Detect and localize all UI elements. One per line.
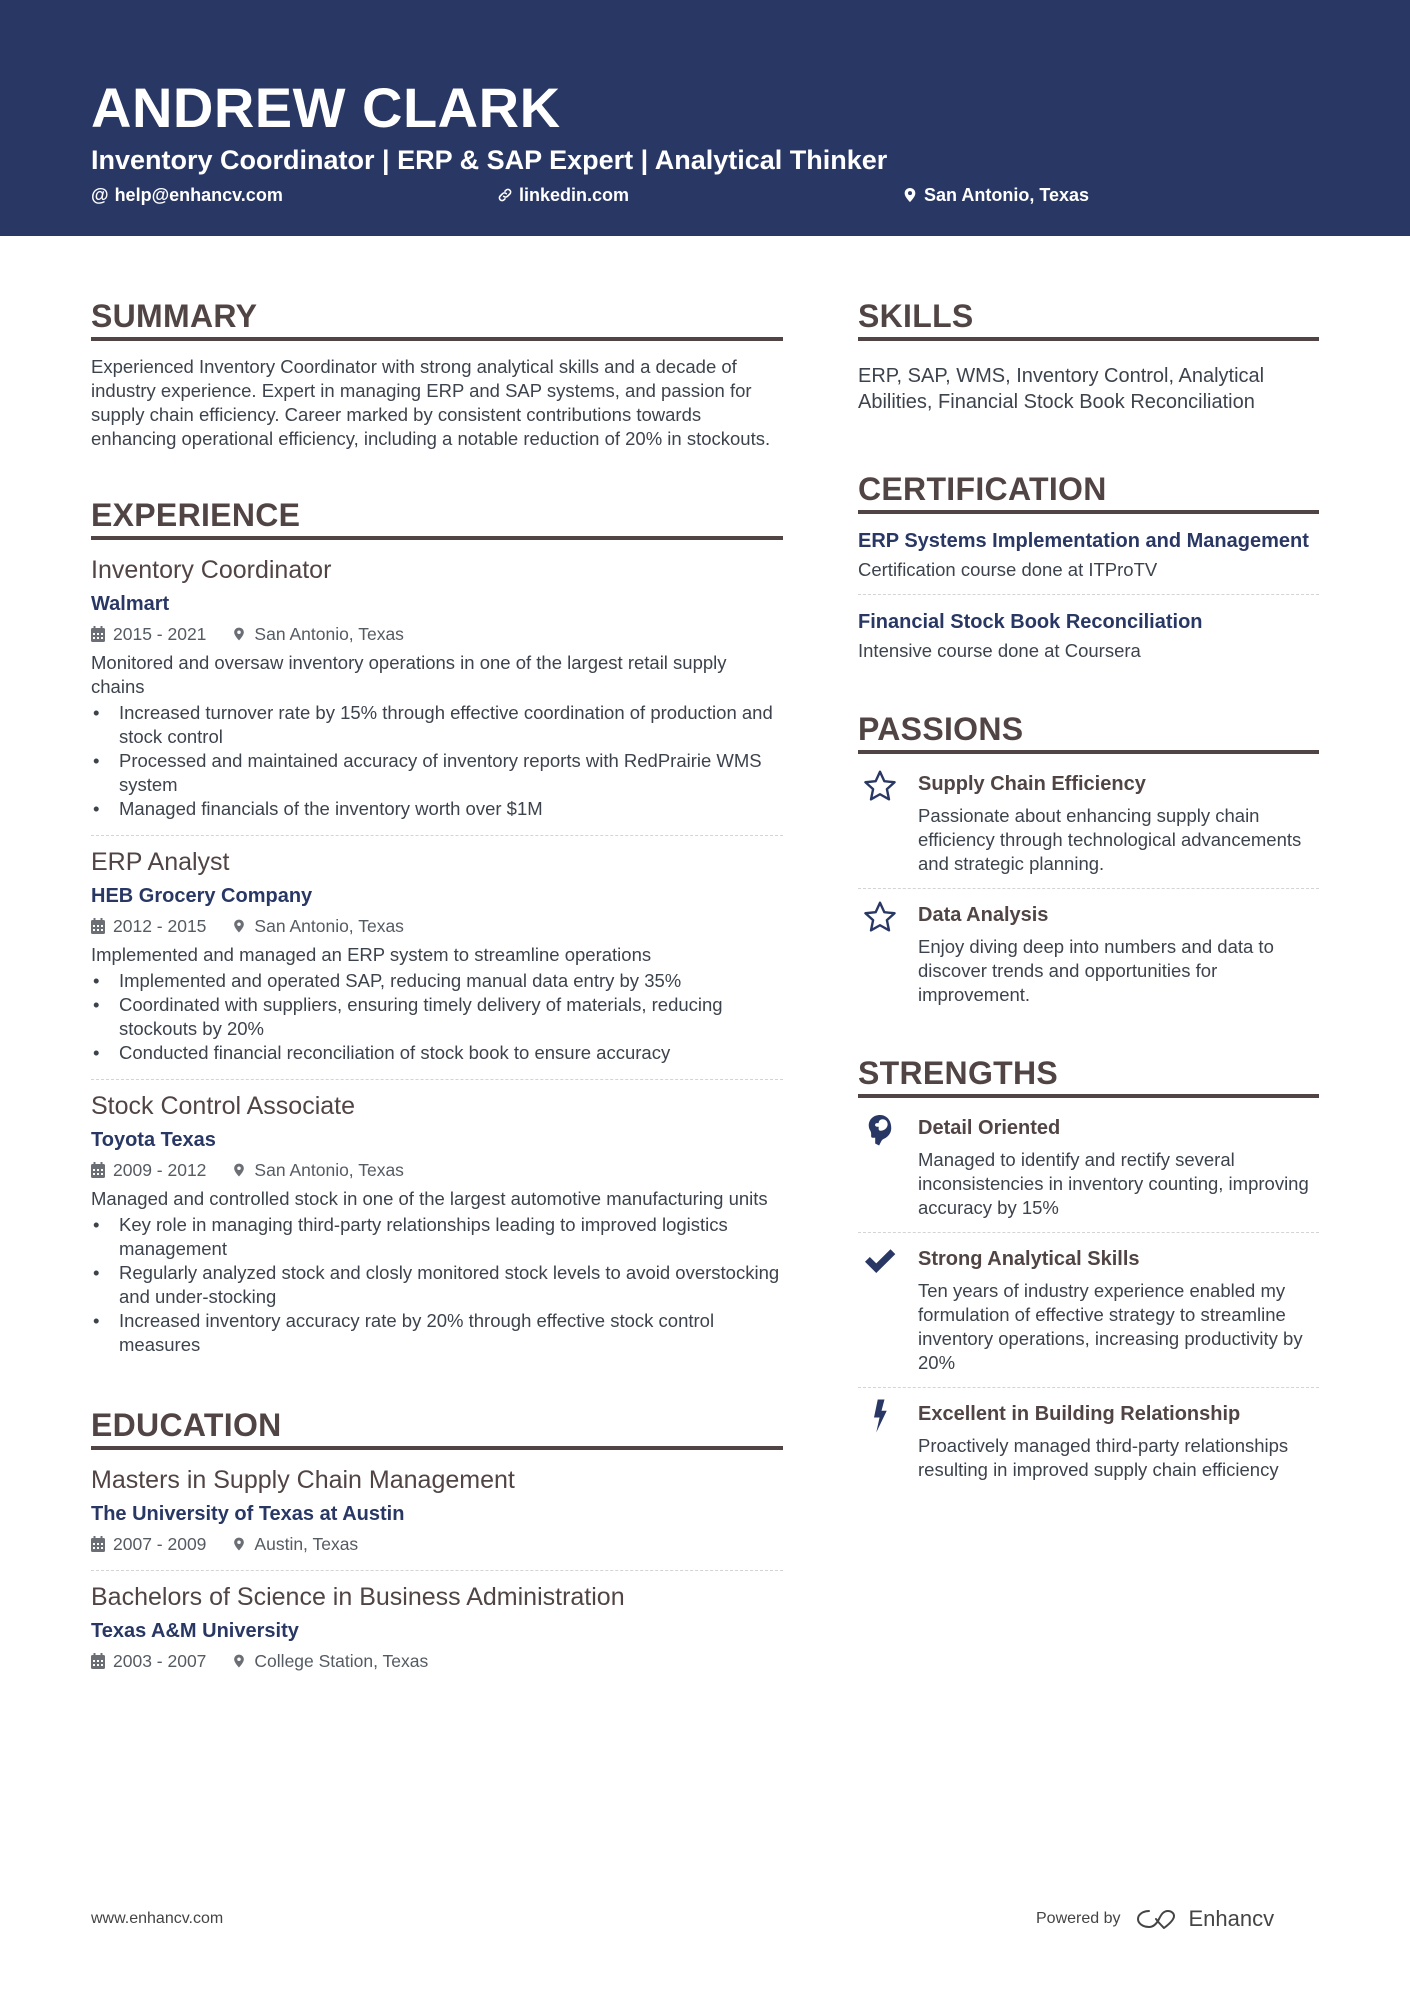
- section-title-summary: SUMMARY: [91, 298, 258, 334]
- strengths-section: [858, 1053, 1319, 1482]
- passions-section: [858, 709, 1319, 1007]
- education-item: [91, 1464, 783, 1566]
- brain-head-icon: [862, 1112, 898, 1148]
- calendar-icon: [91, 1162, 105, 1178]
- contact-location: [902, 183, 1089, 207]
- job-bullet: • Key role in managing third-party relationships leading to improved logistics management: [91, 1213, 783, 1261]
- education-meta: [91, 1649, 783, 1673]
- section-title-skills: SKILLS: [858, 298, 974, 334]
- link-icon: [497, 187, 513, 203]
- job-dates: 2015 - 2021: [113, 624, 207, 644]
- company-name: HEB Grocery Company: [91, 885, 313, 907]
- star-icon: [862, 768, 898, 804]
- job-bullet: • Processed and maintained accuracy of inventory reports with RedPrairie WMS system: [91, 749, 783, 797]
- education-location: College Station, Texas: [254, 1651, 429, 1671]
- lightning-icon: [862, 1398, 898, 1434]
- passion-item: [858, 764, 1319, 876]
- calendar-icon: [91, 1653, 105, 1669]
- strength-item: [858, 1108, 1319, 1220]
- enhancv-logo: [1135, 1906, 1275, 1932]
- skills-text: ERP, SAP, WMS, Inventory Control, Analytical Abilities, Financial Stock Book Reconciliation: [858, 365, 1265, 413]
- education-section: [91, 1405, 783, 1683]
- certification-item: [858, 528, 1319, 582]
- job-description: Implemented and managed an ERP system to streamline operations: [91, 944, 652, 965]
- map-pin-icon: [232, 626, 246, 642]
- job-meta: [91, 914, 783, 938]
- job-bullet: • Implemented and operated SAP, reducing manual data entry by 35%: [91, 969, 783, 993]
- passion-title: Supply Chain Efficiency: [918, 773, 1146, 795]
- certification-description: Intensive course done at Coursera: [858, 640, 1141, 661]
- strength-title: Excellent in Building Relationship: [918, 1403, 1241, 1425]
- job-title: Stock Control Associate: [91, 1092, 356, 1120]
- at-icon: @: [91, 185, 109, 205]
- checkmark-icon: [862, 1243, 898, 1279]
- experience-item: [91, 1090, 783, 1367]
- item-divider: [858, 1387, 1319, 1388]
- section-title-strengths: STRENGTHS: [858, 1055, 1059, 1091]
- company-name: Walmart: [91, 593, 170, 615]
- strength-description: Proactively managed third-party relationships resulting in improved supply chain efficiency: [918, 1435, 1289, 1480]
- skills-section: [858, 296, 1319, 415]
- map-pin-icon: [232, 1536, 246, 1552]
- experience-section: [91, 495, 783, 1367]
- powered-by-label: Powered by: [1036, 1910, 1121, 1927]
- section-title-experience: EXPERIENCE: [91, 497, 301, 533]
- section-divider: [858, 1094, 1319, 1098]
- enhancv-logo-icon: [1135, 1907, 1181, 1931]
- item-divider: [858, 888, 1319, 889]
- resume-header: [0, 0, 1410, 236]
- job-description: Monitored and oversaw inventory operations in one of the largest retail supply chains: [91, 652, 727, 697]
- job-bullet: • Coordinated with suppliers, ensuring timely delivery of materials, reducing stockouts by 20%: [91, 993, 783, 1041]
- section-divider: [858, 750, 1319, 754]
- job-bullet: • Increased turnover rate by 15% through effective coordination of production and stock control: [91, 701, 783, 749]
- email-text: help@enhancv.com: [114, 185, 283, 205]
- location-text: San Antonio, Texas: [924, 185, 1090, 205]
- enhancv-brand-text: Enhancv: [1188, 1906, 1275, 1931]
- footer-website-link[interactable]: www.enhancv.com: [91, 1910, 224, 1927]
- strength-item: [858, 1239, 1319, 1375]
- company-name: Toyota Texas: [91, 1129, 216, 1151]
- job-title: Inventory Coordinator: [91, 556, 332, 584]
- item-divider: [91, 1079, 783, 1080]
- job-dates: 2009 - 2012: [113, 1160, 207, 1180]
- section-divider: [91, 536, 783, 540]
- strength-title: Strong Analytical Skills: [918, 1248, 1140, 1270]
- strength-description: Managed to identify and rectify several inconsistencies in inventory counting, improving accuracy by 15%: [918, 1149, 1309, 1218]
- calendar-icon: [91, 1536, 105, 1552]
- right-column: [858, 296, 1319, 1482]
- job-location: San Antonio, Texas: [254, 916, 404, 936]
- strength-title: Detail Oriented: [918, 1117, 1061, 1139]
- section-divider: [91, 337, 783, 341]
- item-divider: [858, 594, 1319, 595]
- map-pin-icon: [902, 187, 918, 203]
- section-title-passions: PASSIONS: [858, 711, 1024, 747]
- contact-email[interactable]: [91, 183, 283, 207]
- job-bullet: • Managed financials of the inventory worth over $1M: [91, 797, 783, 821]
- certification-description: Certification course done at ITProTV: [858, 559, 1158, 580]
- calendar-icon: [91, 918, 105, 934]
- map-pin-icon: [232, 918, 246, 934]
- job-location: San Antonio, Texas: [254, 1160, 404, 1180]
- passion-item: [858, 895, 1319, 1007]
- education-location: Austin, Texas: [254, 1534, 359, 1554]
- education-dates: 2003 - 2007: [113, 1651, 207, 1671]
- job-location: San Antonio, Texas: [254, 624, 404, 644]
- star-icon: [862, 899, 898, 935]
- experience-item: [91, 554, 783, 831]
- strength-item: [858, 1394, 1319, 1482]
- job-bullets: [91, 969, 783, 1065]
- school-name: The University of Texas at Austin: [91, 1503, 405, 1525]
- summary-text: Experienced Inventory Coordinator with strong analytical skills and a decade of industry experience. Expert in managing ERP and SAP systems, and passion for supply chain efficiency. Career marked by consistent contributions towards enhancing operational efficiency, including a notable reduction of 20% in stockouts.: [91, 356, 771, 449]
- summary-section: [91, 296, 783, 451]
- passion-description: Passionate about enhancing supply chain efficiency through technological advancements and strategic planning.: [918, 805, 1302, 874]
- section-divider: [858, 337, 1319, 341]
- job-bullet: • Increased inventory accuracy rate by 20% through effective stock control measures: [91, 1309, 783, 1357]
- section-title-education: EDUCATION: [91, 1407, 282, 1443]
- job-description: Managed and controlled stock in one of the largest automotive manufacturing units: [91, 1188, 768, 1209]
- job-bullets: [91, 1213, 783, 1357]
- job-meta: [91, 1158, 783, 1182]
- candidate-name: ANDREW CLARK: [91, 76, 561, 139]
- school-name: Texas A&M University: [91, 1620, 299, 1642]
- degree-title: Bachelors of Science in Business Administration: [91, 1583, 625, 1611]
- degree-title: Masters in Supply Chain Management: [91, 1466, 515, 1494]
- job-title: ERP Analyst: [91, 848, 230, 876]
- strength-description: Ten years of industry experience enabled my formulation of effective strategy to streamline inventory operations, increasing productivity by 20%: [918, 1280, 1303, 1373]
- left-column: [91, 296, 783, 1683]
- job-meta: [91, 622, 783, 646]
- section-divider: [858, 510, 1319, 514]
- section-divider: [91, 1446, 783, 1450]
- section-title-certification: CERTIFICATION: [858, 471, 1107, 507]
- item-divider: [91, 1570, 783, 1571]
- certification-section: [858, 469, 1319, 663]
- item-divider: [91, 835, 783, 836]
- job-dates: 2012 - 2015: [113, 916, 207, 936]
- education-dates: 2007 - 2009: [113, 1534, 207, 1554]
- education-meta: [91, 1532, 783, 1556]
- calendar-icon: [91, 626, 105, 642]
- experience-item: [91, 846, 783, 1075]
- linkedin-text: linkedin.com: [519, 185, 630, 205]
- passion-description: Enjoy diving deep into numbers and data to discover trends and opportunities for improvement.: [918, 936, 1274, 1005]
- education-item: [91, 1581, 783, 1683]
- candidate-headline: Inventory Coordinator | ERP & SAP Expert | Analytical Thinker: [91, 145, 888, 175]
- footer-powered-by[interactable]: [1036, 1906, 1274, 1932]
- certification-item: [858, 609, 1319, 663]
- job-bullets: [91, 701, 783, 821]
- passion-title: Data Analysis: [918, 904, 1049, 926]
- map-pin-icon: [232, 1653, 246, 1669]
- job-bullet: • Conducted financial reconciliation of stock book to ensure accuracy: [91, 1041, 783, 1065]
- map-pin-icon: [232, 1162, 246, 1178]
- contact-linkedin[interactable]: [497, 183, 629, 207]
- item-divider: [858, 1232, 1319, 1233]
- certification-title: Financial Stock Book Reconciliation: [858, 611, 1203, 633]
- certification-title: ERP Systems Implementation and Management: [858, 530, 1309, 552]
- job-bullet: • Regularly analyzed stock and closly monitored stock levels to avoid overstocking and under-stocking: [91, 1261, 783, 1309]
